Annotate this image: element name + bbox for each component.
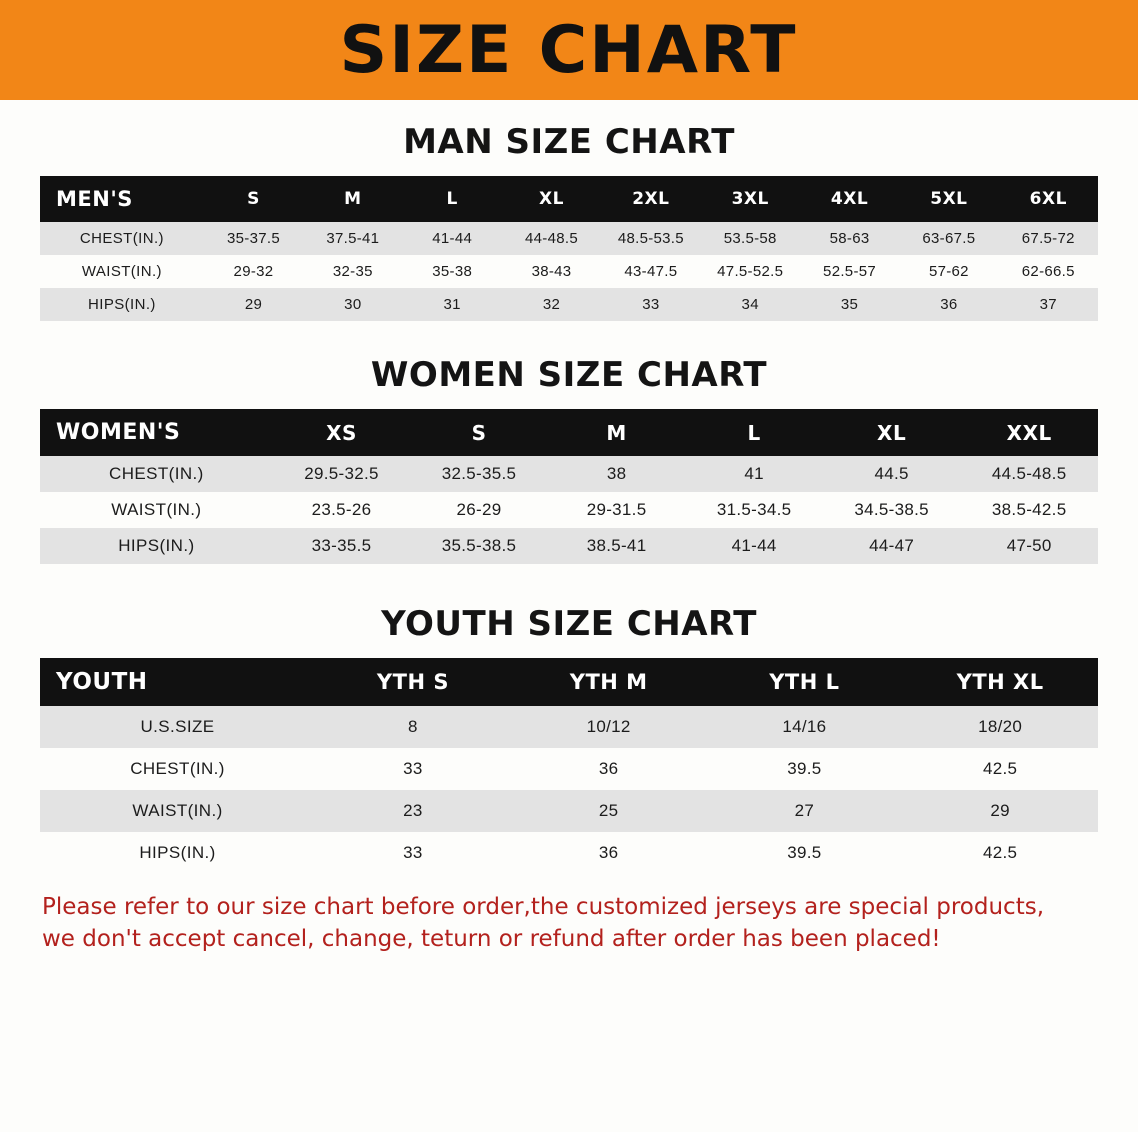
table-row [40,288,1098,321]
table-cell: 58-63 [800,222,899,255]
table-row [40,790,1098,832]
table-cell: 52.5-57 [800,255,899,288]
table-row [40,255,1098,288]
table-cell: 36 [511,748,707,790]
column-header: M [548,409,686,456]
table-cell: 44-48.5 [502,222,601,255]
table-cell: 39.5 [707,748,903,790]
table-cell: 8 [315,706,511,748]
column-header: XXL [960,409,1098,456]
man-table-wrap [40,176,1098,321]
table-row [40,456,1098,492]
table-cell: 29-31.5 [548,492,686,528]
column-header: YOUTH [40,658,315,706]
table-cell: 36 [899,288,998,321]
row-label: WAIST(IN.) [40,790,315,832]
row-label: WAIST(IN.) [40,255,204,288]
row-label: HIPS(IN.) [40,528,273,564]
table-cell: 32-35 [303,255,402,288]
table-cell: 38.5-41 [548,528,686,564]
row-label: U.S.SIZE [40,706,315,748]
disclaimer-line-2: we don't accept cancel, change, teturn or refund after order has been placed! [42,925,941,952]
table-cell: 30 [303,288,402,321]
column-header: L [685,409,823,456]
column-header: 3XL [701,176,800,222]
column-header: M [303,176,402,222]
column-header: XS [273,409,411,456]
table-cell: 36 [511,832,707,874]
table-cell: 35-38 [403,255,502,288]
table-cell: 33 [601,288,700,321]
table-cell: 38 [548,456,686,492]
column-header: 2XL [601,176,700,222]
table-cell: 44-47 [823,528,961,564]
table-cell: 57-62 [899,255,998,288]
table-cell: 34 [701,288,800,321]
table-row [40,222,1098,255]
table-cell: 47-50 [960,528,1098,564]
column-header: YTH M [511,658,707,706]
table-cell: 23 [315,790,511,832]
table-cell: 29-32 [204,255,303,288]
column-header: 5XL [899,176,998,222]
table-cell: 41-44 [685,528,823,564]
column-header: 6XL [999,176,1098,222]
table-cell: 67.5-72 [999,222,1098,255]
table-cell: 27 [707,790,903,832]
column-header: L [403,176,502,222]
column-header: YTH L [707,658,903,706]
youth-size-table [40,658,1098,874]
table-cell: 31.5-34.5 [685,492,823,528]
table-row [40,706,1098,748]
table-cell: 32.5-35.5 [410,456,548,492]
table-cell: 48.5-53.5 [601,222,700,255]
table-cell: 35-37.5 [204,222,303,255]
table-cell: 29 [204,288,303,321]
table-cell: 35.5-38.5 [410,528,548,564]
table-cell: 25 [511,790,707,832]
table-cell: 39.5 [707,832,903,874]
disclaimer-note [42,892,1096,955]
table-cell: 23.5-26 [273,492,411,528]
page-title: SIZE CHART [339,12,799,88]
table-cell: 47.5-52.5 [701,255,800,288]
disclaimer-line-1: Please refer to our size chart before order,the customized jerseys are special products, [42,894,1045,920]
column-header: WOMEN'S [40,409,273,456]
table-row [40,748,1098,790]
youth-section-heading: YOUTH SIZE CHART [381,604,757,644]
column-header: MEN'S [40,176,204,222]
table-cell: 26-29 [410,492,548,528]
table-cell: 32 [502,288,601,321]
table-cell: 41 [685,456,823,492]
table-cell: 42.5 [902,832,1098,874]
women-table-wrap [40,409,1098,564]
women-section-heading: WOMEN SIZE CHART [370,355,768,395]
table-cell: 41-44 [403,222,502,255]
women-size-table [40,409,1098,564]
column-header: YTH S [315,658,511,706]
table-row [40,832,1098,874]
table-cell: 14/16 [707,706,903,748]
table-cell: 37 [999,288,1098,321]
row-label: WAIST(IN.) [40,492,273,528]
table-cell: 29.5-32.5 [273,456,411,492]
table-cell: 34.5-38.5 [823,492,961,528]
table-cell: 18/20 [902,706,1098,748]
table-cell: 37.5-41 [303,222,402,255]
table-cell: 38.5-42.5 [960,492,1098,528]
table-cell: 53.5-58 [701,222,800,255]
row-label: CHEST(IN.) [40,456,273,492]
table-row [40,528,1098,564]
column-header: YTH XL [902,658,1098,706]
table-cell: 63-67.5 [899,222,998,255]
table-cell: 33 [315,832,511,874]
row-label: HIPS(IN.) [40,832,315,874]
table-cell: 42.5 [902,748,1098,790]
table-cell: 29 [902,790,1098,832]
man-size-table [40,176,1098,321]
table-header-row [40,658,1098,706]
row-label: CHEST(IN.) [40,222,204,255]
table-cell: 62-66.5 [999,255,1098,288]
table-cell: 43-47.5 [601,255,700,288]
man-section-heading: MAN SIZE CHART [403,122,735,162]
column-header: S [410,409,548,456]
table-cell: 10/12 [511,706,707,748]
row-label: CHEST(IN.) [40,748,315,790]
page-banner [0,0,1138,100]
table-cell: 35 [800,288,899,321]
row-label: HIPS(IN.) [40,288,204,321]
table-header-row [40,409,1098,456]
table-cell: 44.5-48.5 [960,456,1098,492]
youth-table-wrap [40,658,1098,874]
column-header: S [204,176,303,222]
table-cell: 31 [403,288,502,321]
column-header: XL [823,409,961,456]
column-header: XL [502,176,601,222]
table-header-row [40,176,1098,222]
column-header: 4XL [800,176,899,222]
table-cell: 33-35.5 [273,528,411,564]
table-row [40,492,1098,528]
table-cell: 33 [315,748,511,790]
table-cell: 44.5 [823,456,961,492]
table-cell: 38-43 [502,255,601,288]
